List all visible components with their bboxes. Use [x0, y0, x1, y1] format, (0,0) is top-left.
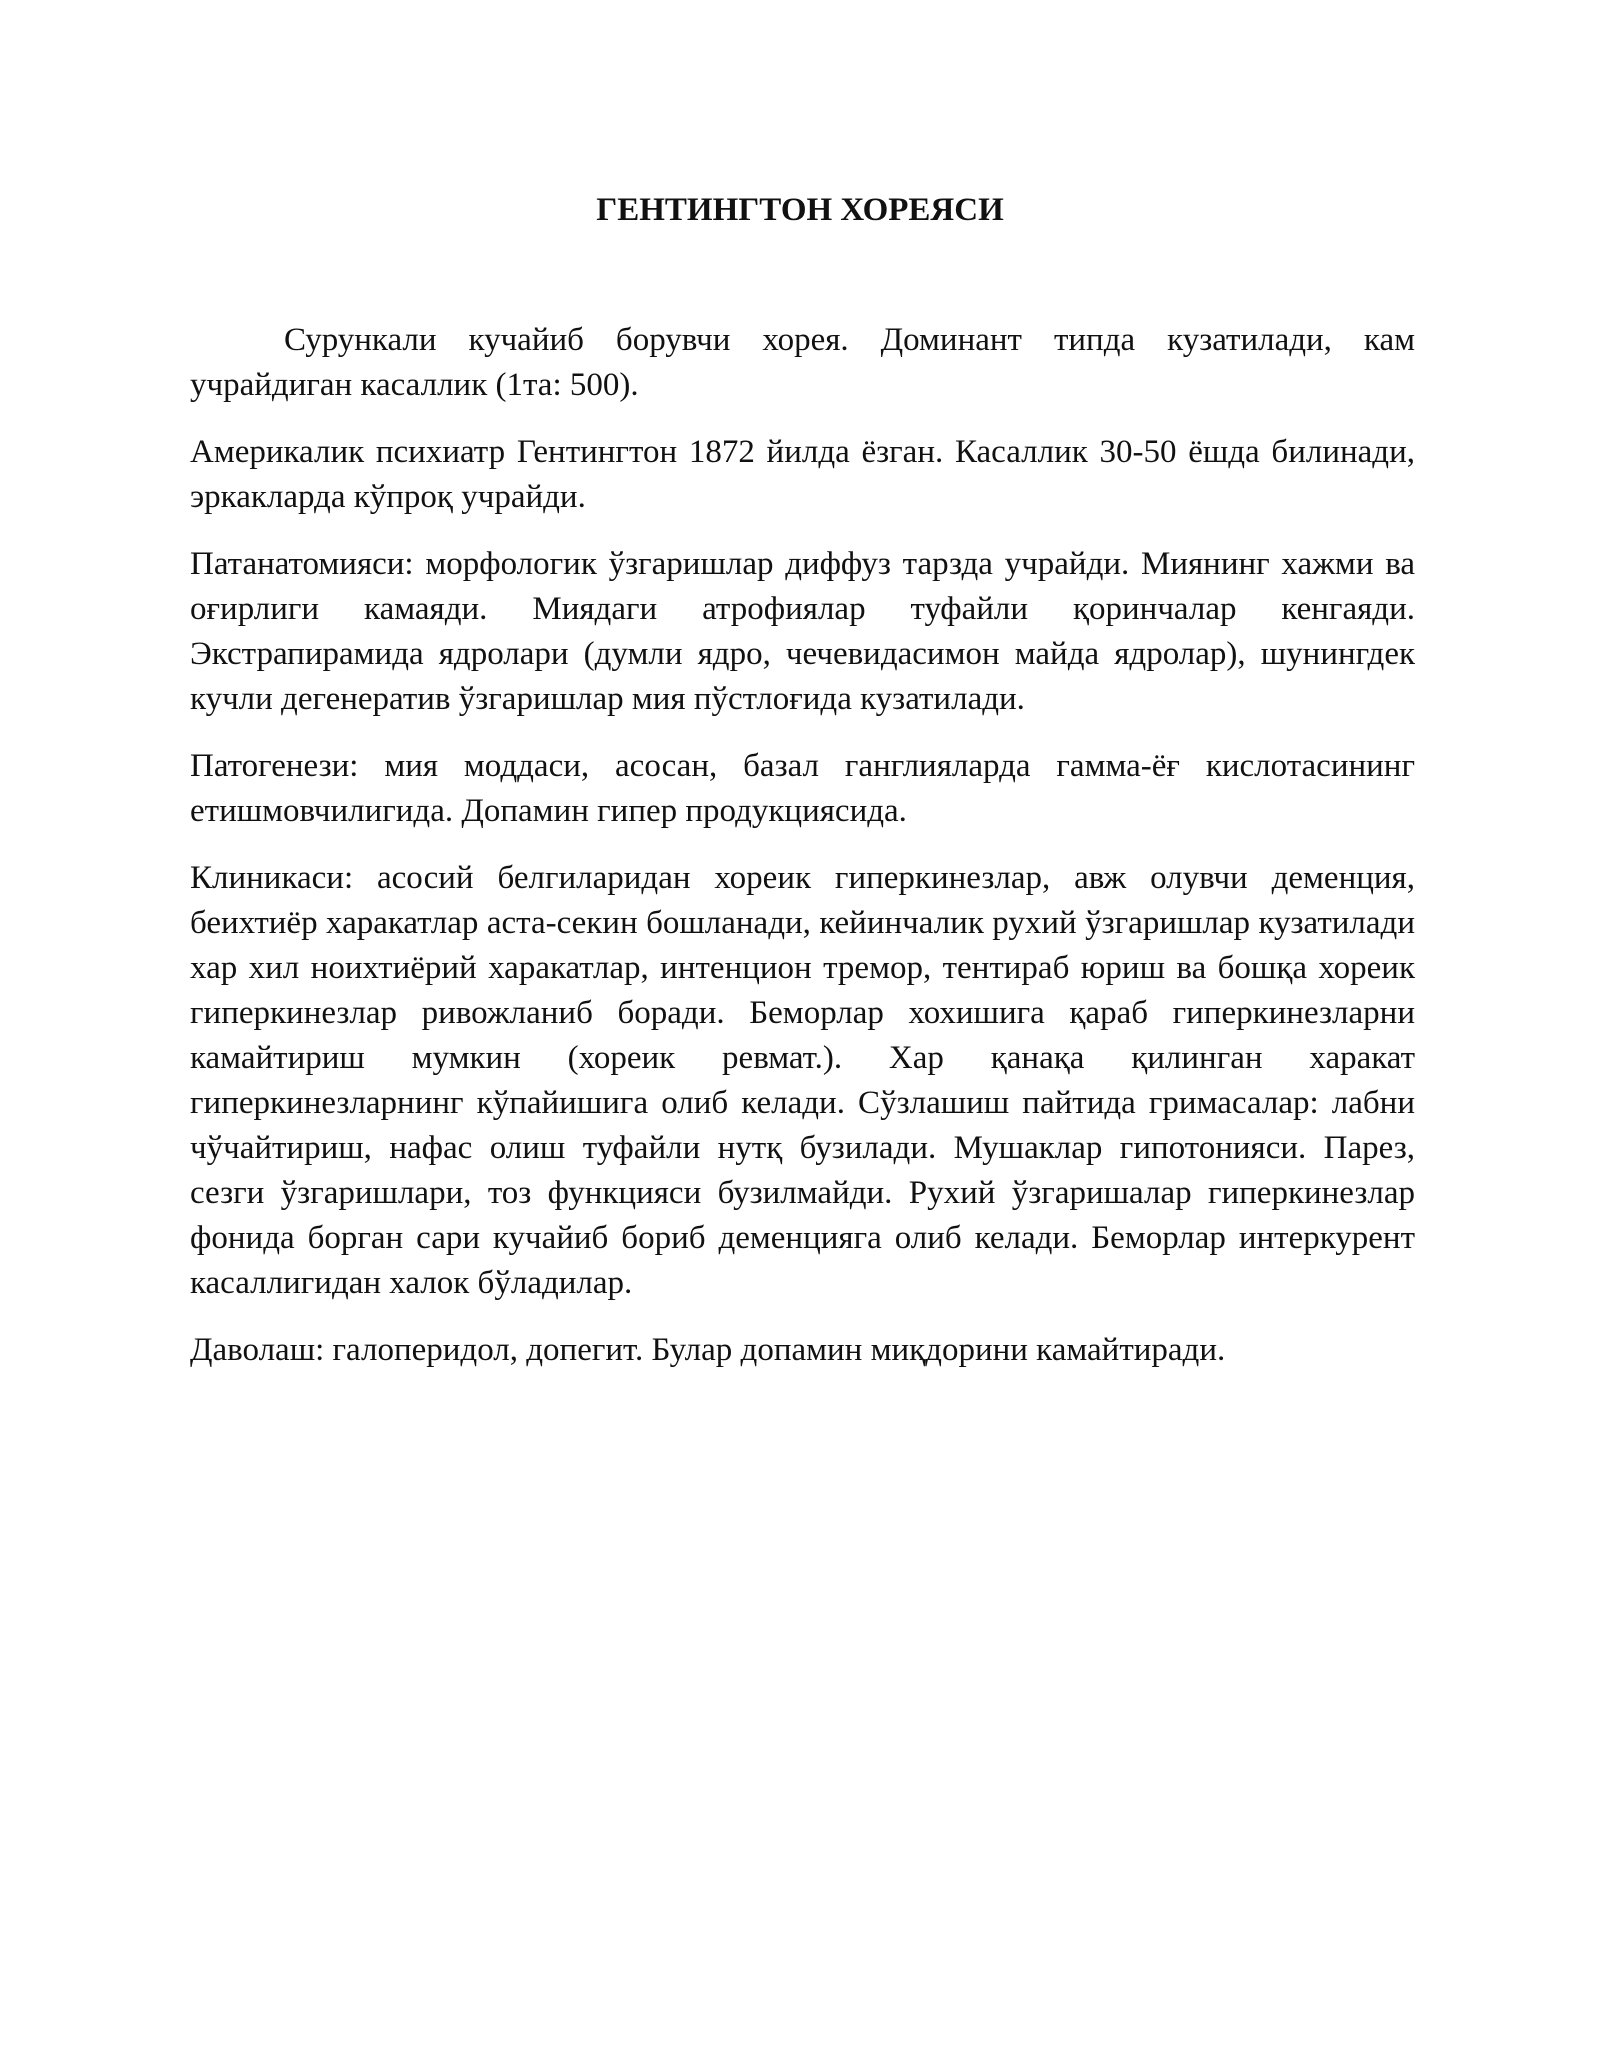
paragraph-pathanatomy: Патанатомияси: морфологик ўзгаришлар диффуз тарзда учрайди. Миянинг хажми ва оғирлиги камаяди. Миядаги атрофиялар туфайли қоринчалар кенгаяди. Экстрапирамида ядролари (думли ядро, чечевидасимон майда ядролар), шунингдек кучли дегенератив ўзгаришлар мия пўстлоғида кузатилади.	[190, 546, 1415, 717]
document-title: ГЕНТИНГТОН ХОРЕЯСИ	[596, 192, 1004, 228]
paragraph-pathogenesis: Патогенези: мия моддаси, асосан, базал ганглияларда гамма-ёғ кислотасининг етишмовчилигида. Допамин гипер продукциясида.	[190, 748, 1415, 829]
paragraph-treatment: Даволаш: галоперидол, допегит. Булар допамин миқдорини камайтиради.	[190, 1332, 1226, 1368]
paragraph-clinic: Клиникаси: асосий белгиларидан хореик гиперкинезлар, авж олувчи деменция, беихтиёр харакатлар аста-секин бошланади, кейинчалик рухий ўзгаришлар кузатилади хар хил ноихтиёрий харакатлар, интенцион тремор, тентираб юриш ва бошқа хореик гиперкинезлар ривожланиб боради. Беморлар хохишига қараб гиперкинезларни камайтириш мумкин (хореик ревмат.). Хар қанақа қилинган харакат гиперкинезларнинг кўпайишига олиб келади. Сўзлашиш пайтида гримасалар: лабни чўчайтириш, нафас олиш туфайли нутқ бузилади. Мушаклар гипотонияси. Парез, сезги ўзгаришлари, тоз функцияси бузилмайди. Рухий ўзгаришалар гиперкинезлар фонида борган сари кучайиб бориб деменцияга олиб келади. Беморлар интеркурент касаллигидан халок бўладилар.	[190, 860, 1415, 1301]
paragraph-intro: Сурункали кучайиб борувчи хорея. Доминант типда кузатилади, кам учрайдиган касаллик (1та: 500).	[190, 322, 1415, 403]
paragraph-history: Америкалик психиатр Гентингтон 1872 йилда ёзган. Касаллик 30-50 ёшда билинади, эркакларда кўпроқ учрайди.	[190, 434, 1415, 515]
document-body	[190, 318, 1415, 1395]
